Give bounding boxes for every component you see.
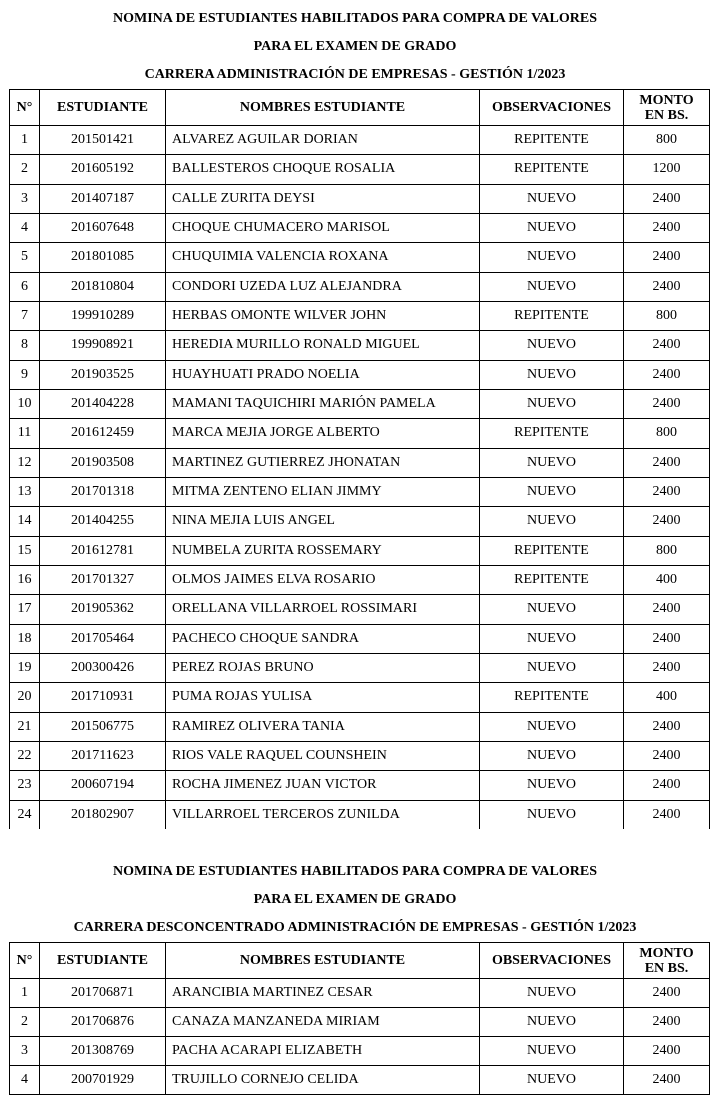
amount: 2400	[624, 595, 710, 624]
table-row	[10, 741, 710, 770]
amount: 400	[624, 565, 710, 594]
header-amount-line2: EN BS.	[644, 960, 689, 976]
amount: 800	[624, 301, 710, 330]
header-amount	[624, 943, 710, 979]
observation: NUEVO	[480, 741, 624, 770]
table-header-row	[10, 943, 710, 979]
observation: NUEVO	[480, 979, 624, 1008]
amount: 2400	[624, 448, 710, 477]
student-id: 201404255	[40, 507, 166, 536]
table-row	[10, 712, 710, 741]
observation: NUEVO	[480, 624, 624, 653]
section2-title-line2: PARA EL EXAMEN DE GRADO	[253, 892, 457, 907]
table-row	[10, 565, 710, 594]
observation: REPITENTE	[480, 126, 624, 155]
student-name: CHOQUE CHUMACERO MARISOL	[166, 213, 480, 242]
student-name: PACHA ACARAPI ELIZABETH	[166, 1037, 480, 1066]
student-name: HUAYHUATI PRADO NOELIA	[166, 360, 480, 389]
student-name: HERBAS OMONTE WILVER JOHN	[166, 301, 480, 330]
table-row	[10, 331, 710, 360]
amount: 2400	[624, 800, 710, 829]
header-num: N°	[10, 943, 40, 979]
header-names: NOMBRES ESTUDIANTE	[166, 90, 480, 126]
observation: NUEVO	[480, 595, 624, 624]
observation: NUEVO	[480, 272, 624, 301]
row-number: 21	[10, 712, 40, 741]
student-name: TRUJILLO CORNEJO CELIDA	[166, 1066, 480, 1095]
row-number: 23	[10, 771, 40, 800]
student-id: 201407187	[40, 184, 166, 213]
student-id: 201810804	[40, 272, 166, 301]
student-id: 201802907	[40, 800, 166, 829]
header-names: NOMBRES ESTUDIANTE	[166, 943, 480, 979]
observation: NUEVO	[480, 1008, 624, 1037]
student-name: ALVAREZ AGUILAR DORIAN	[166, 126, 480, 155]
amount: 2400	[624, 213, 710, 242]
table-row	[10, 800, 710, 829]
section1-title-line2: PARA EL EXAMEN DE GRADO	[253, 39, 457, 54]
table-row	[10, 155, 710, 184]
amount: 2400	[624, 653, 710, 682]
student-name: RIOS VALE RAQUEL COUNSHEIN	[166, 741, 480, 770]
student-id: 201903525	[40, 360, 166, 389]
table-row	[10, 448, 710, 477]
student-name: MAMANI TAQUICHIRI MARIÓN PAMELA	[166, 389, 480, 418]
row-number: 11	[10, 419, 40, 448]
row-number: 4	[10, 1066, 40, 1095]
row-number: 15	[10, 536, 40, 565]
observation: NUEVO	[480, 800, 624, 829]
amount: 800	[624, 536, 710, 565]
header-student: ESTUDIANTE	[40, 943, 166, 979]
student-name: CONDORI UZEDA LUZ ALEJANDRA	[166, 272, 480, 301]
table-row	[10, 683, 710, 712]
row-number: 20	[10, 683, 40, 712]
observation: NUEVO	[480, 771, 624, 800]
observation: NUEVO	[480, 477, 624, 506]
table-row	[10, 1037, 710, 1066]
row-number: 1	[10, 979, 40, 1008]
row-number: 6	[10, 272, 40, 301]
student-name: MARTINEZ GUTIERREZ JHONATAN	[166, 448, 480, 477]
observation: NUEVO	[480, 712, 624, 741]
observation: REPITENTE	[480, 683, 624, 712]
amount: 400	[624, 683, 710, 712]
row-number: 1	[10, 126, 40, 155]
table-row	[10, 771, 710, 800]
section2-title-line1: NOMINA DE ESTUDIANTES HABILITADOS PARA COMPRA DE VALORES	[113, 864, 597, 879]
section1-title-line1: NOMINA DE ESTUDIANTES HABILITADOS PARA COMPRA DE VALORES	[113, 11, 597, 26]
table-row	[10, 419, 710, 448]
observation: NUEVO	[480, 653, 624, 682]
student-id: 201905362	[40, 595, 166, 624]
amount: 800	[624, 419, 710, 448]
student-id: 201404228	[40, 389, 166, 418]
student-name: ARANCIBIA MARTINEZ CESAR	[166, 979, 480, 1008]
table-row	[10, 184, 710, 213]
table-row	[10, 1008, 710, 1037]
row-number: 24	[10, 800, 40, 829]
observation: NUEVO	[480, 389, 624, 418]
header-amount-line1: MONTO	[639, 92, 694, 108]
students-table-section1	[9, 89, 710, 829]
observation: REPITENTE	[480, 155, 624, 184]
row-number: 9	[10, 360, 40, 389]
table-row	[10, 301, 710, 330]
student-id: 200607194	[40, 771, 166, 800]
observation: NUEVO	[480, 507, 624, 536]
amount: 2400	[624, 331, 710, 360]
row-number: 14	[10, 507, 40, 536]
observation: REPITENTE	[480, 301, 624, 330]
student-name: CALLE ZURITA DEYSI	[166, 184, 480, 213]
table-row	[10, 507, 710, 536]
student-name: MITMA ZENTENO ELIAN JIMMY	[166, 477, 480, 506]
student-name: PEREZ ROJAS BRUNO	[166, 653, 480, 682]
student-name: PACHECO CHOQUE SANDRA	[166, 624, 480, 653]
student-name: PUMA ROJAS YULISA	[166, 683, 480, 712]
section2-title-line3: CARRERA DESCONCENTRADO ADMINISTRACIÓN DE EMPRESAS - GESTIÓN 1/2023	[73, 920, 637, 935]
student-id: 201506775	[40, 712, 166, 741]
observation: NUEVO	[480, 213, 624, 242]
table-header-row	[10, 90, 710, 126]
table-row	[10, 126, 710, 155]
student-name: CHUQUIMIA VALENCIA ROXANA	[166, 243, 480, 272]
amount: 2400	[624, 1037, 710, 1066]
row-number: 18	[10, 624, 40, 653]
amount: 2400	[624, 1066, 710, 1095]
student-name: OLMOS JAIMES ELVA ROSARIO	[166, 565, 480, 594]
row-number: 10	[10, 389, 40, 418]
student-id: 201701318	[40, 477, 166, 506]
student-name: VILLARROEL TERCEROS ZUNILDA	[166, 800, 480, 829]
row-number: 19	[10, 653, 40, 682]
table-row	[10, 213, 710, 242]
table-row	[10, 979, 710, 1008]
student-id: 201607648	[40, 213, 166, 242]
student-name: ROCHA JIMENEZ JUAN VICTOR	[166, 771, 480, 800]
student-name: NUMBELA ZURITA ROSSEMARY	[166, 536, 480, 565]
students-table-section2	[9, 942, 710, 1095]
row-number: 16	[10, 565, 40, 594]
observation: NUEVO	[480, 331, 624, 360]
amount: 2400	[624, 741, 710, 770]
student-id: 201612781	[40, 536, 166, 565]
header-amount	[624, 90, 710, 126]
student-id: 200701929	[40, 1066, 166, 1095]
student-id: 201701327	[40, 565, 166, 594]
header-amount-line2: EN BS.	[644, 107, 689, 123]
amount: 1200	[624, 155, 710, 184]
student-id: 201710931	[40, 683, 166, 712]
table-row	[10, 272, 710, 301]
student-id: 201308769	[40, 1037, 166, 1066]
student-name: ORELLANA VILLARROEL ROSSIMARI	[166, 595, 480, 624]
observation: NUEVO	[480, 1066, 624, 1095]
amount: 2400	[624, 360, 710, 389]
student-name: HEREDIA MURILLO RONALD MIGUEL	[166, 331, 480, 360]
table-row	[10, 653, 710, 682]
section1-title-line3: CARRERA ADMINISTRACIÓN DE EMPRESAS - GESTIÓN 1/2023	[144, 67, 566, 82]
table-row	[10, 1066, 710, 1095]
student-id: 201801085	[40, 243, 166, 272]
table-row	[10, 477, 710, 506]
student-id: 201903508	[40, 448, 166, 477]
student-id: 201711623	[40, 741, 166, 770]
row-number: 3	[10, 1037, 40, 1066]
amount: 2400	[624, 712, 710, 741]
student-name: MARCA MEJIA JORGE ALBERTO	[166, 419, 480, 448]
table-row	[10, 595, 710, 624]
table-row	[10, 536, 710, 565]
amount: 2400	[624, 272, 710, 301]
header-num: N°	[10, 90, 40, 126]
amount: 800	[624, 126, 710, 155]
student-id: 199910289	[40, 301, 166, 330]
amount: 2400	[624, 507, 710, 536]
observation: REPITENTE	[480, 419, 624, 448]
table-row	[10, 360, 710, 389]
table-row	[10, 243, 710, 272]
student-id: 201612459	[40, 419, 166, 448]
student-id: 201706871	[40, 979, 166, 1008]
row-number: 17	[10, 595, 40, 624]
student-name: NINA MEJIA LUIS ANGEL	[166, 507, 480, 536]
row-number: 4	[10, 213, 40, 242]
row-number: 5	[10, 243, 40, 272]
row-number: 2	[10, 1008, 40, 1037]
observation: NUEVO	[480, 448, 624, 477]
student-id: 199908921	[40, 331, 166, 360]
header-student: ESTUDIANTE	[40, 90, 166, 126]
amount: 2400	[624, 624, 710, 653]
amount: 2400	[624, 243, 710, 272]
observation: NUEVO	[480, 243, 624, 272]
header-observations: OBSERVACIONES	[480, 90, 624, 126]
amount: 2400	[624, 979, 710, 1008]
student-id: 201705464	[40, 624, 166, 653]
row-number: 3	[10, 184, 40, 213]
row-number: 22	[10, 741, 40, 770]
row-number: 12	[10, 448, 40, 477]
student-name: CANAZA MANZANEDA MIRIAM	[166, 1008, 480, 1037]
student-id: 201605192	[40, 155, 166, 184]
header-observations: OBSERVACIONES	[480, 943, 624, 979]
row-number: 8	[10, 331, 40, 360]
observation: NUEVO	[480, 184, 624, 213]
header-amount-line1: MONTO	[639, 945, 694, 961]
row-number: 7	[10, 301, 40, 330]
observation: NUEVO	[480, 1037, 624, 1066]
amount: 2400	[624, 477, 710, 506]
table-row	[10, 389, 710, 418]
student-id: 200300426	[40, 653, 166, 682]
amount: 2400	[624, 771, 710, 800]
amount: 2400	[624, 389, 710, 418]
row-number: 13	[10, 477, 40, 506]
observation: NUEVO	[480, 360, 624, 389]
amount: 2400	[624, 1008, 710, 1037]
student-name: BALLESTEROS CHOQUE ROSALIA	[166, 155, 480, 184]
student-id: 201706876	[40, 1008, 166, 1037]
observation: REPITENTE	[480, 565, 624, 594]
student-name: RAMIREZ OLIVERA TANIA	[166, 712, 480, 741]
table-row	[10, 624, 710, 653]
amount: 2400	[624, 184, 710, 213]
student-id: 201501421	[40, 126, 166, 155]
observation: REPITENTE	[480, 536, 624, 565]
row-number: 2	[10, 155, 40, 184]
